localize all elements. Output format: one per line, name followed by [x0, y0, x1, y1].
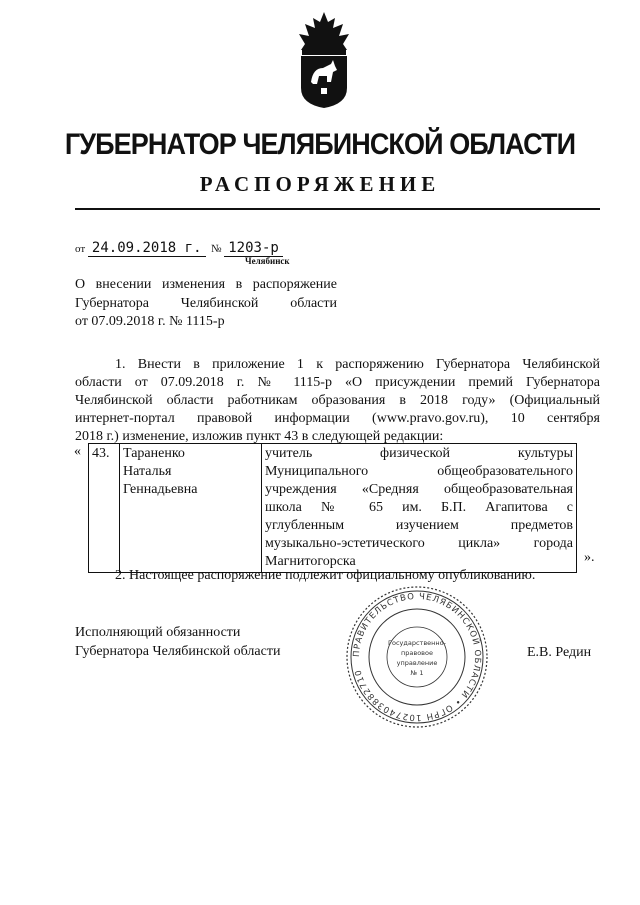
description-line: углубленным изучением предметов	[265, 518, 573, 533]
seal-ring-text: ПРАВИТЕЛЬСТВО ЧЕЛЯБИНСКОЙ ОБЛАСТИ • ОГРН 1027403882710	[351, 591, 483, 723]
paragraph-line: 2018 г.) изменение, изложив пункт 43 в следующей редакции:	[75, 429, 444, 444]
row-number: 43.	[89, 444, 120, 573]
position-line: Исполняющий обязанности	[75, 625, 241, 640]
document-number: 1203-р	[224, 240, 283, 257]
name-line: Геннадьевна	[123, 482, 198, 497]
position-description	[262, 444, 577, 573]
signatory-name: Е.В. Редин	[527, 645, 592, 660]
subject-line: от 07.09.2018 г. № 1115-р	[75, 314, 225, 329]
name-line: Тараненко	[123, 446, 185, 461]
description-line: Магнитогорска	[265, 554, 356, 569]
paragraph-1	[75, 356, 600, 446]
seal-center-line: управление	[396, 659, 438, 667]
date-label: от	[75, 243, 86, 255]
document-type: РАСПОРЯЖЕНИЕ	[199, 172, 441, 196]
position-line: Губернатора Челябинской области	[75, 643, 281, 659]
person-name	[120, 444, 262, 573]
open-quote: «	[74, 444, 81, 459]
header-divider	[75, 208, 600, 210]
seal-center-line: Государственно-	[388, 639, 446, 647]
description-line: учреждения «Средняя общеобразовательная	[265, 482, 573, 497]
paragraph-line: 1. Внести в приложение 1 к распоряжению Губернатора Челябинской	[115, 357, 600, 372]
description-line: Муниципального общеобразовательного	[265, 464, 573, 479]
subject-heading	[75, 276, 337, 332]
document-date: 24.09.2018 г.	[88, 240, 206, 257]
subject-line: О внесении изменения в распоряжение	[75, 277, 337, 292]
seal-center-line: № 1	[410, 669, 424, 677]
subject-line: Губернатора Челябинской области	[75, 295, 337, 311]
signatory-position	[75, 624, 280, 661]
description-line: школа № 65 им. Б.П. Агапитова с	[265, 500, 573, 515]
paragraph-line: Челябинской области работникам образования в 2018 году» (Официальный	[75, 393, 600, 408]
paragraph-2: 2. Настоящее распоряжение подлежит официальному опубликованию.	[115, 568, 536, 583]
table-row	[89, 444, 577, 573]
seal-center-line: правовое	[401, 649, 433, 657]
description-line: музыкально-эстетического цикла» города	[265, 536, 573, 551]
number-label: №	[211, 243, 222, 255]
amendment-table	[88, 443, 577, 573]
issuer-title: ГУБЕРНАТОР ЧЕЛЯБИНСКОЙ ОБЛАСТИ	[64, 128, 576, 161]
paragraph-line: области от 07.09.2018 г. № 1115-р «О присуждении премий Губернатора	[75, 375, 600, 390]
name-line: Наталья	[123, 464, 172, 479]
city: Челябинск	[245, 256, 290, 266]
official-seal	[343, 583, 491, 731]
close-quote: ».	[584, 550, 595, 565]
paragraph-line: интернет-портал правовой информации (www.pravo.gov.ru), 10 сентября	[75, 411, 600, 426]
coat-of-arms-emblem	[293, 10, 355, 110]
dateline	[75, 240, 283, 256]
description-line: учитель физической культуры	[265, 446, 573, 461]
